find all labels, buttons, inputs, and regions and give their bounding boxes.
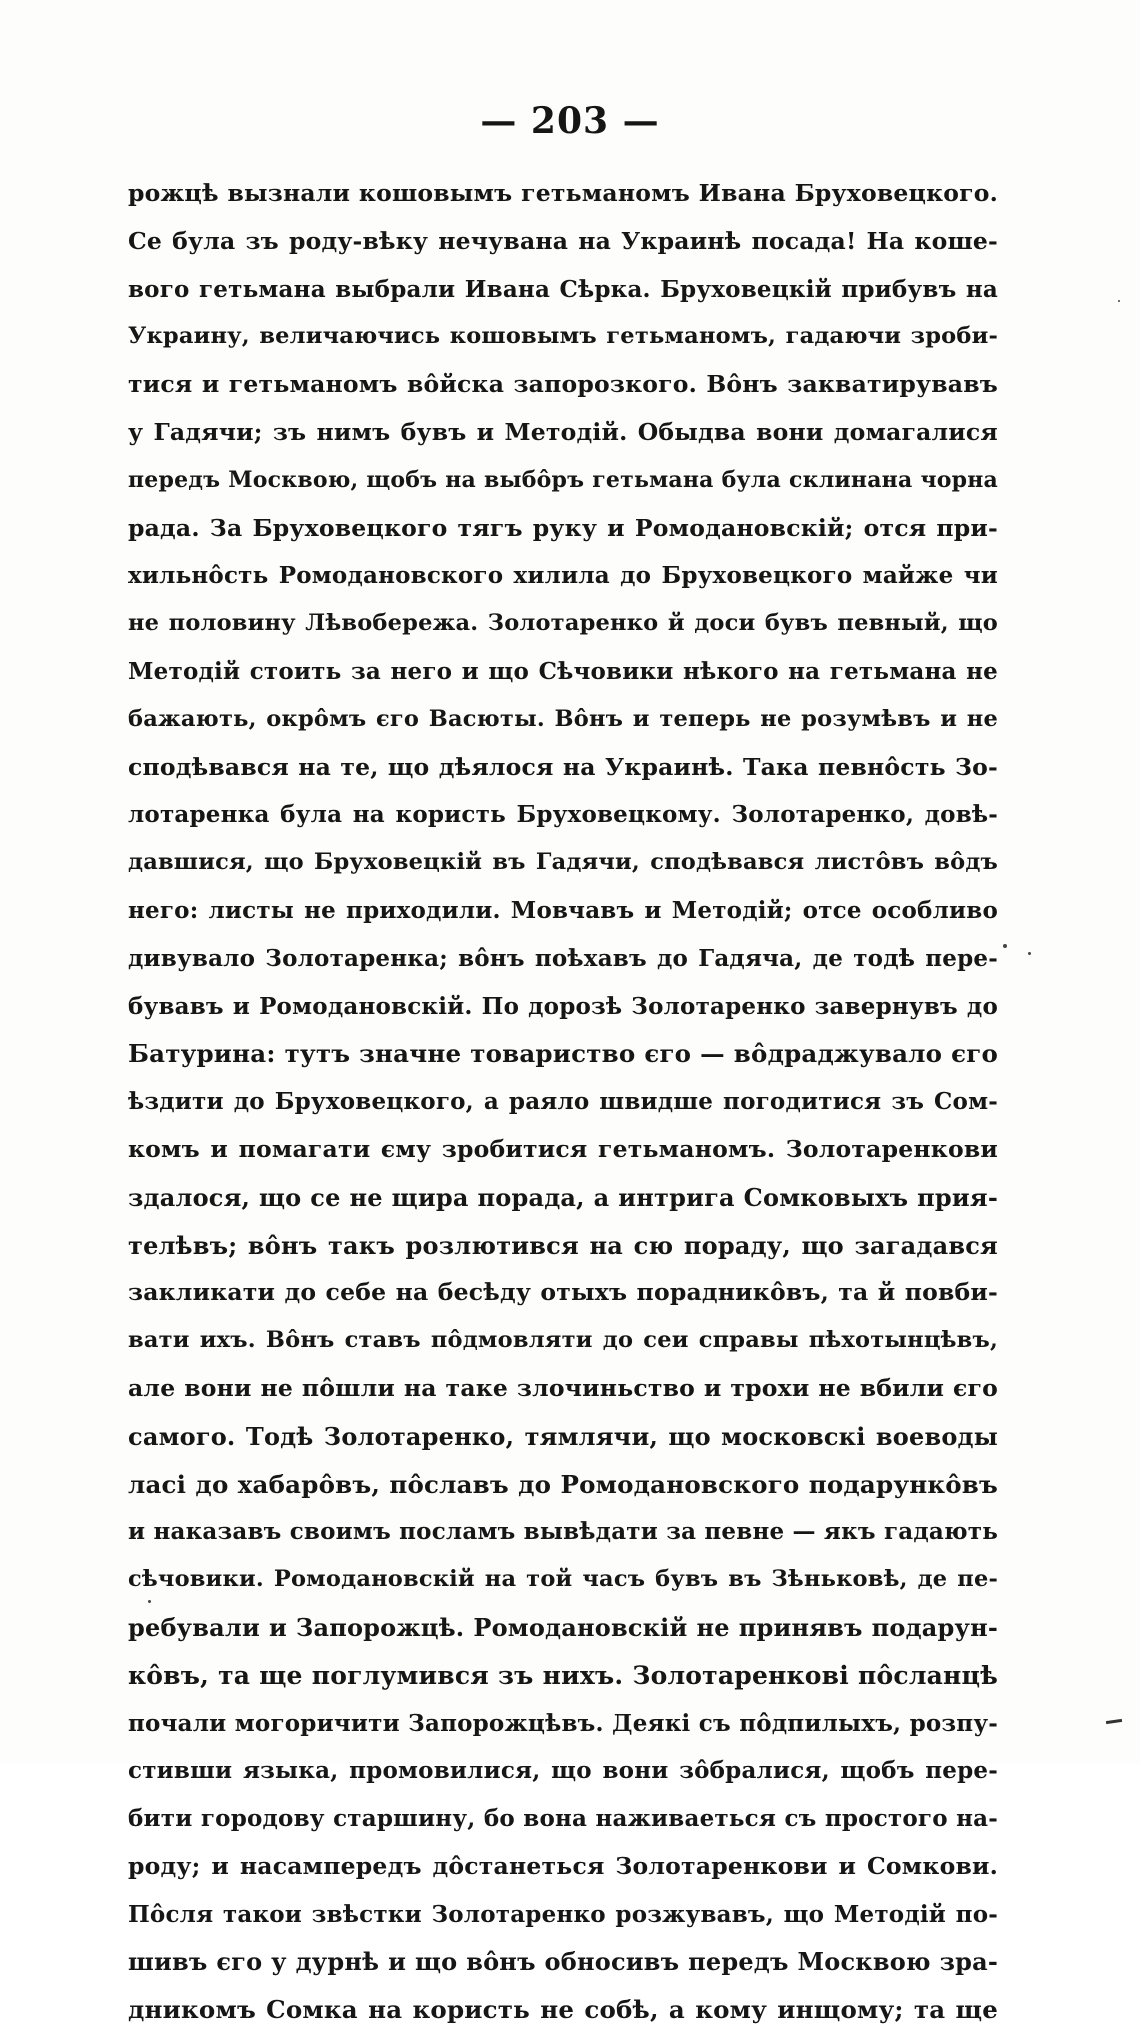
text-line: самого. Тодѣ Золотаренко, тямлячи, що московскі воеводы bbox=[128, 1421, 998, 1451]
scan-mark bbox=[1106, 1719, 1122, 1724]
text-line: роду; и насампередъ дôстанеться Золотаренкови и Сомкови. bbox=[128, 1851, 998, 1880]
text-line: рада. За Бруховецкого тягъ руку и Ромодановскій; отся при- bbox=[128, 513, 998, 542]
text-line: Украину, величаючись кошовымъ гетьманомъ, гадаючи зроби- bbox=[128, 323, 998, 350]
text-line: телѣвъ; вôнъ такъ розлютився на сю пораду, що загадався bbox=[128, 1230, 998, 1260]
text-line: него: листы не приходили. Мовчавъ и Методій; отсе особливо bbox=[128, 896, 998, 924]
text-line: кôвъ, та ще поглумився зъ нихъ. Золотаренкові пôсланцѣ bbox=[128, 1660, 998, 1690]
text-line: Се була зъ роду-вѣку нечувана на Украинѣ посада! На коше- bbox=[128, 226, 998, 255]
text-line: Пôсля такои звѣстки Золотаренко розжувавъ, що Методій по- bbox=[128, 1900, 998, 1928]
text-line: вати ихъ. Вôнъ ставъ пôдмовляти до сеи справы пѣхотынцѣвъ, bbox=[128, 1327, 998, 1354]
text-line: у Гадячи; зъ нимъ бувъ и Методій. Обыдва вони домагалися bbox=[128, 417, 998, 446]
scan-speck bbox=[1118, 300, 1120, 302]
text-line: лотаренка була на користь Бруховецкому. Золотаренко, довѣ- bbox=[128, 801, 998, 829]
text-line: ласі до хабарôвъ, пôславъ до Ромодановского подарункôвъ bbox=[128, 1469, 998, 1499]
text-line: шивъ єго у дурнѣ и що вôнъ обносивъ передъ Москвою зра- bbox=[128, 1947, 998, 1977]
text-line: хильнôсть Ромодановского хилила до Бруховецкого майже чи bbox=[128, 562, 998, 590]
body-text bbox=[128, 170, 998, 2034]
text-line: дникомъ Сомка на користь не собѣ, а кому инщому; та ще bbox=[128, 1995, 998, 2025]
text-line: дивувало Золотаренка; вôнъ поѣхавъ до Гадяча, де тодѣ пере- bbox=[128, 944, 998, 972]
text-line: бувавъ и Ромодановскій. По дорозѣ Золотаренко завернувъ до bbox=[128, 992, 998, 1020]
text-line: сподѣвався на те, що дѣялося на Украинѣ. Така певнôсть Зо- bbox=[128, 752, 998, 781]
text-line: не половину Лѣвобережа. Золотаренко й доси бувъ певный, що bbox=[128, 610, 998, 637]
text-line: почали могоричити Запорожцѣвъ. Деякі съ пôдпилыхъ, розпу- bbox=[128, 1709, 998, 1737]
text-line: комъ и помагати єму зробитися гетьманомъ. Золотаренкови bbox=[128, 1134, 998, 1163]
scan-speck bbox=[1003, 944, 1007, 948]
scan-speck bbox=[1028, 952, 1031, 955]
text-line: давшися, що Бруховецкій въ Гадячи, сподѣвався листôвъ вôдъ bbox=[128, 849, 998, 876]
page-number: — 203 — bbox=[480, 100, 660, 142]
text-line: рожцѣ вызнали кошовымъ гетьманомъ Ивана Бруховецкого. bbox=[128, 179, 998, 207]
text-line: але вони не пôшли на таке злочиньство и трохи не вбили єго bbox=[128, 1373, 998, 1402]
scan-speck bbox=[148, 1600, 151, 1603]
text-line: тися и гетьманомъ вôйска запорозкого. Вôнъ закватирувавъ bbox=[128, 370, 998, 399]
text-line: и наказавъ своимъ посламъ вывѣдати за певне — якъ гадають bbox=[128, 1518, 999, 1546]
text-line: ѣздити до Бруховецкого, а раяло швидше погодитися зъ Сом- bbox=[128, 1088, 998, 1116]
text-line: вого гетьмана выбрали Ивана Сѣрка. Бруховецкій прибувъ на bbox=[128, 275, 998, 303]
text-line: здалося, що се не щира порада, а интрига Сомковыхъ прия- bbox=[128, 1182, 998, 1212]
text-line: бити городову старшину, бо вона наживаеться съ простого на- bbox=[128, 1805, 998, 1833]
text-line: передъ Москвою, щобъ на выбôръ гетьмана була склинана чорна bbox=[128, 466, 998, 493]
text-line: Батурина: тутъ значне товариство єго — вôдраджувало єго bbox=[128, 1039, 998, 1069]
text-line: закликати до себе на бесѣду отыхъ порадникôвъ, та й повби- bbox=[128, 1278, 998, 1307]
text-line: Методій стоить за него и що Сѣчовики нѣкого на гетьмана не bbox=[128, 657, 998, 685]
text-line: бажають, окрôмъ єго Васюты. Вôнъ и теперь не розумѣвъ и не bbox=[128, 705, 998, 732]
text-line: стивши языка, промовилися, що вони зôбралися, щобъ пере- bbox=[128, 1757, 998, 1785]
text-line: сѣчовики. Ромодановскій на той часъ бувъ въ Зѣньковѣ, де пе- bbox=[128, 1566, 998, 1593]
text-line: ребували и Запорожцѣ. Ромодановскій не принявъ подарун- bbox=[128, 1612, 998, 1642]
